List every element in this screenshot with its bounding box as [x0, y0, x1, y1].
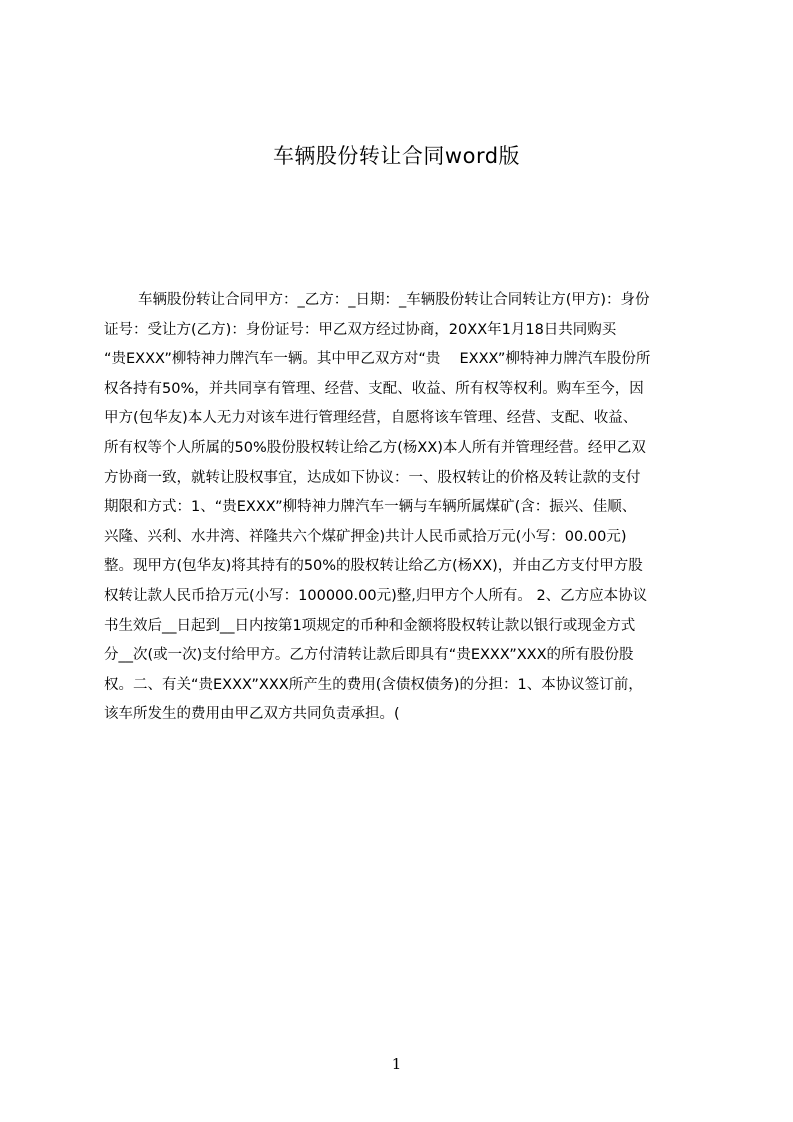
body-line: 该车所发生的费用由甲乙双方共同负责承担。(	[104, 706, 400, 723]
body-line: 权各持有50%，并共同享有管理、经营、支配、收益、所有权等权利。购车至今，因	[104, 380, 644, 397]
body-line: 分__次(或一次)支付给甲方。乙方付清转让款后即具有“贵EXXX”XXX的所有股份股	[104, 647, 634, 664]
document-body	[104, 286, 696, 723]
page-number: 1	[391, 1055, 402, 1073]
body-line: 车辆股份转让合同甲方：_乙方：_日期：_车辆股份转让合同转让方(甲方)：身份	[138, 292, 650, 308]
body-line: 书生效后__日起到__日内按第1项规定的币种和金额将股权转让款以银行或现金方式	[104, 617, 636, 634]
body-line: 证号：受让方(乙方)：身份证号：甲乙双方经过协商，20XX年1月18日共同购买	[104, 321, 617, 338]
body-line: 期限和方式：1、“贵EXXX”柳特神力牌汽车一辆与车辆所属煤矿(含：振兴、佳顺、	[104, 499, 637, 516]
document-title: 车辆股份转让合同word版	[272, 144, 521, 168]
body-line: 整。现甲方(包华友)将其持有的50%的股权转让给乙方(杨XX)，并由乙方支付甲方股	[104, 558, 643, 575]
body-line: 权转让款人民币拾万元(小写：100000.00元)整,归甲方个人所有。 2、乙方应本协议	[104, 587, 648, 604]
body-line: “贵EXXX”柳特神力牌汽车一辆。其中甲乙双方对“贵 EXXX”柳特神力牌汽车股份所	[104, 351, 651, 368]
body-line: 权。二、有关“贵EXXX”XXX所产生的费用(含债权债务)的分担：1、本协议签订前，	[104, 676, 643, 693]
body-line: 方协商一致，就转让股权事宜，达成如下协议：一、股权转让的价格及转让款的支付	[104, 469, 641, 486]
body-line: 兴隆、兴利、水井湾、祥隆共六个煤矿押金)共计人民币贰拾万元(小写：00.00元)	[104, 528, 627, 545]
body-line: 甲方(包华友)本人无力对该车进行管理经营，自愿将该车管理、经营、支配、收益、	[104, 410, 638, 427]
body-line: 所有权等个人所属的50%股份股权转让给乙方(杨XX)本人所有并管理经营。经甲乙双	[104, 439, 646, 456]
